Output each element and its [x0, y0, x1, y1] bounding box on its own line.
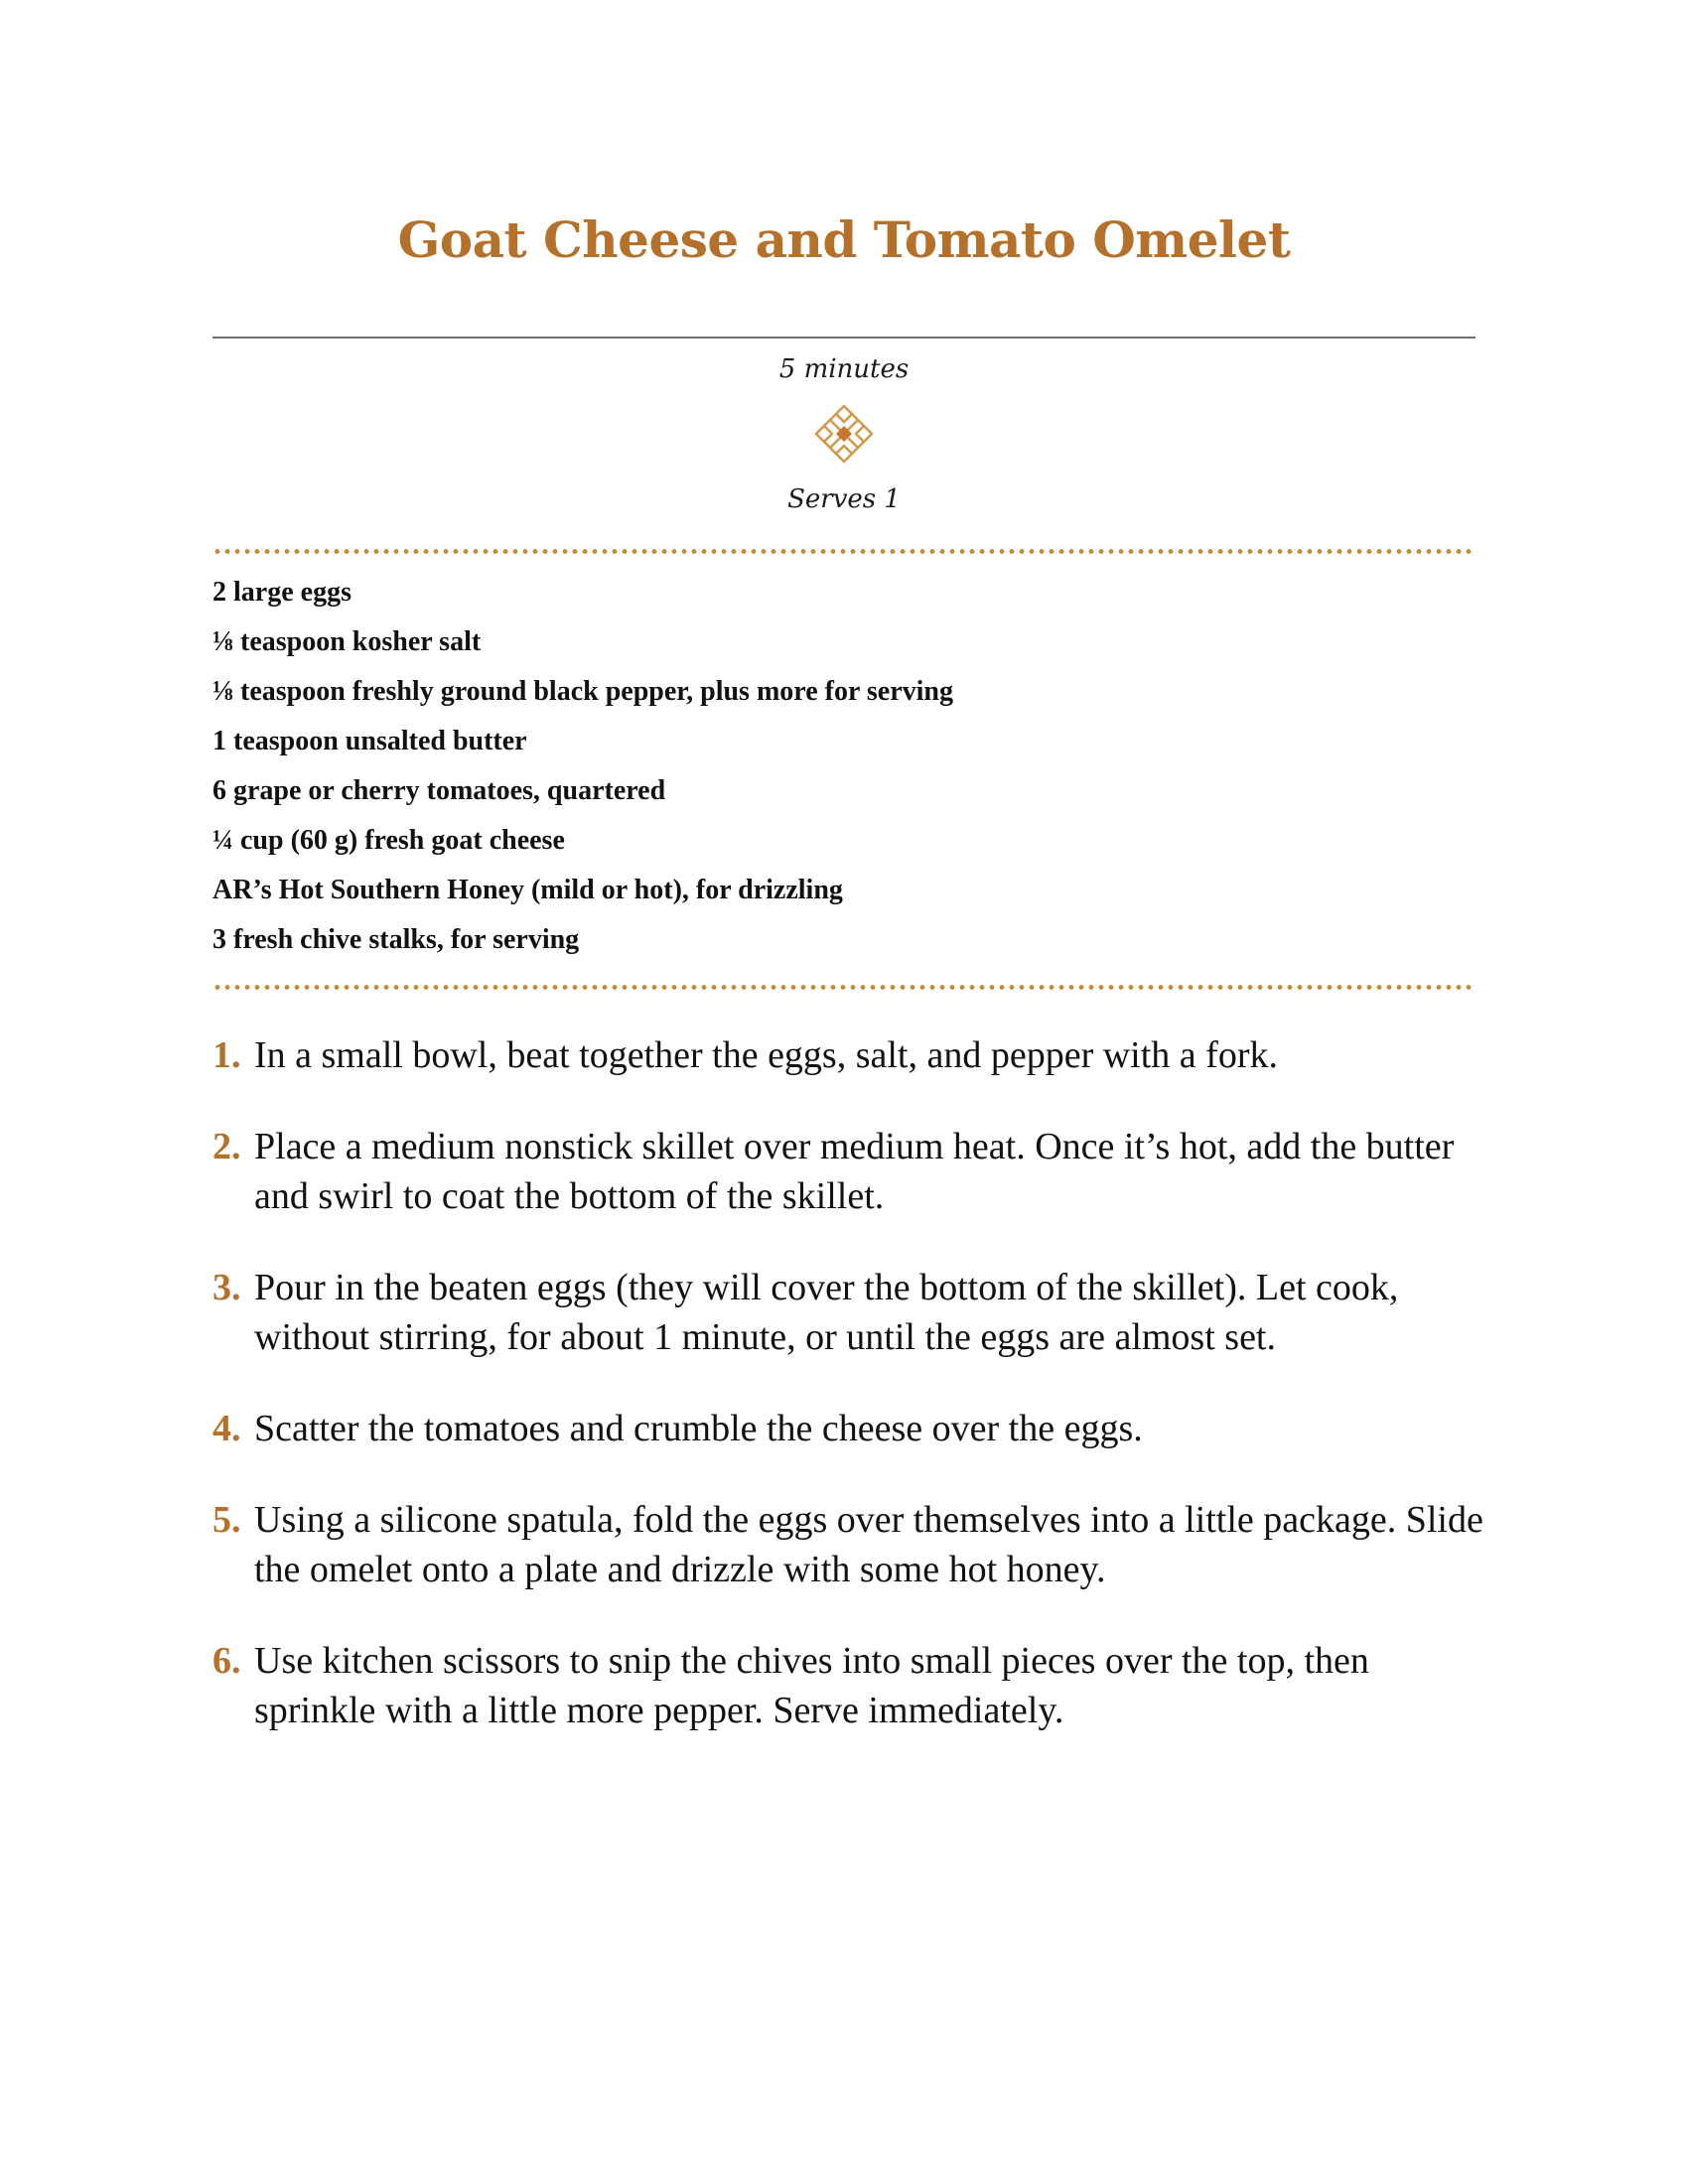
instruction-step: [212, 1263, 1493, 1362]
instruction-step: [212, 1404, 1493, 1453]
ingredient-item: 3 fresh chive stalks, for serving: [212, 924, 580, 955]
ingredient-item: 6 grape or cherry tomatoes, quartered: [212, 775, 666, 806]
step-text: Use kitchen scissors to snip the chives into small pieces over the top, then sprinkle with a little more pepper. Serve immediately.: [254, 1640, 1369, 1731]
step-text: Using a silicone spatula, fold the eggs over themselves into a little package. Slide the omelet onto a plate and drizzle with some hot honey.: [254, 1499, 1483, 1590]
instruction-step: [212, 1030, 1493, 1080]
recipe-title: Goat Cheese and Tomato Omelet: [397, 210, 1291, 269]
step-text: Scatter the tomatoes and crumble the cheese over the eggs.: [254, 1408, 1143, 1449]
ingredient-list: [212, 568, 1476, 965]
step-number: 6.: [212, 1640, 241, 1682]
step-number: 2.: [212, 1126, 241, 1167]
ingredient-item: AR’s Hot Southern Honey (mild or hot), for drizzling: [212, 875, 843, 905]
instruction-step: [212, 1495, 1493, 1594]
step-number: 4.: [212, 1408, 241, 1449]
title-divider: [212, 337, 1476, 339]
ingredient-item: ⅛ teaspoon kosher salt: [212, 626, 482, 657]
instruction-step: [212, 1636, 1493, 1735]
prep-time: 5 minutes: [778, 354, 910, 384]
step-text: In a small bowl, beat together the eggs, salt, and pepper with a fork.: [254, 1034, 1278, 1076]
servings: Serves 1: [787, 484, 901, 514]
instruction-step: [212, 1122, 1493, 1221]
ingredient-item: ⅛ teaspoon freshly ground black pepper, plus more for serving: [212, 676, 953, 707]
ingredient-item: ¼ cup (60 g) fresh goat cheese: [212, 825, 565, 856]
diamond-knot-ornament-icon: [812, 402, 876, 466]
ingredients-top-divider: [212, 549, 1476, 554]
instruction-list: [212, 1030, 1493, 1777]
step-text: Place a medium nonstick skillet over medium heat. Once it’s hot, add the butter and swirl to coat the bottom of the skillet.: [254, 1126, 1455, 1217]
step-number: 5.: [212, 1499, 241, 1541]
step-number: 3.: [212, 1267, 241, 1308]
ingredients-bottom-divider: [212, 985, 1476, 990]
ingredient-item: 2 large eggs: [212, 577, 352, 608]
step-text: Pour in the beaten eggs (they will cover the bottom of the skillet). Let cook, without stirring, for about 1 minute, or until the eggs are almost set.: [254, 1267, 1399, 1358]
ingredient-item: 1 teaspoon unsalted butter: [212, 726, 527, 756]
step-number: 1.: [212, 1034, 241, 1076]
